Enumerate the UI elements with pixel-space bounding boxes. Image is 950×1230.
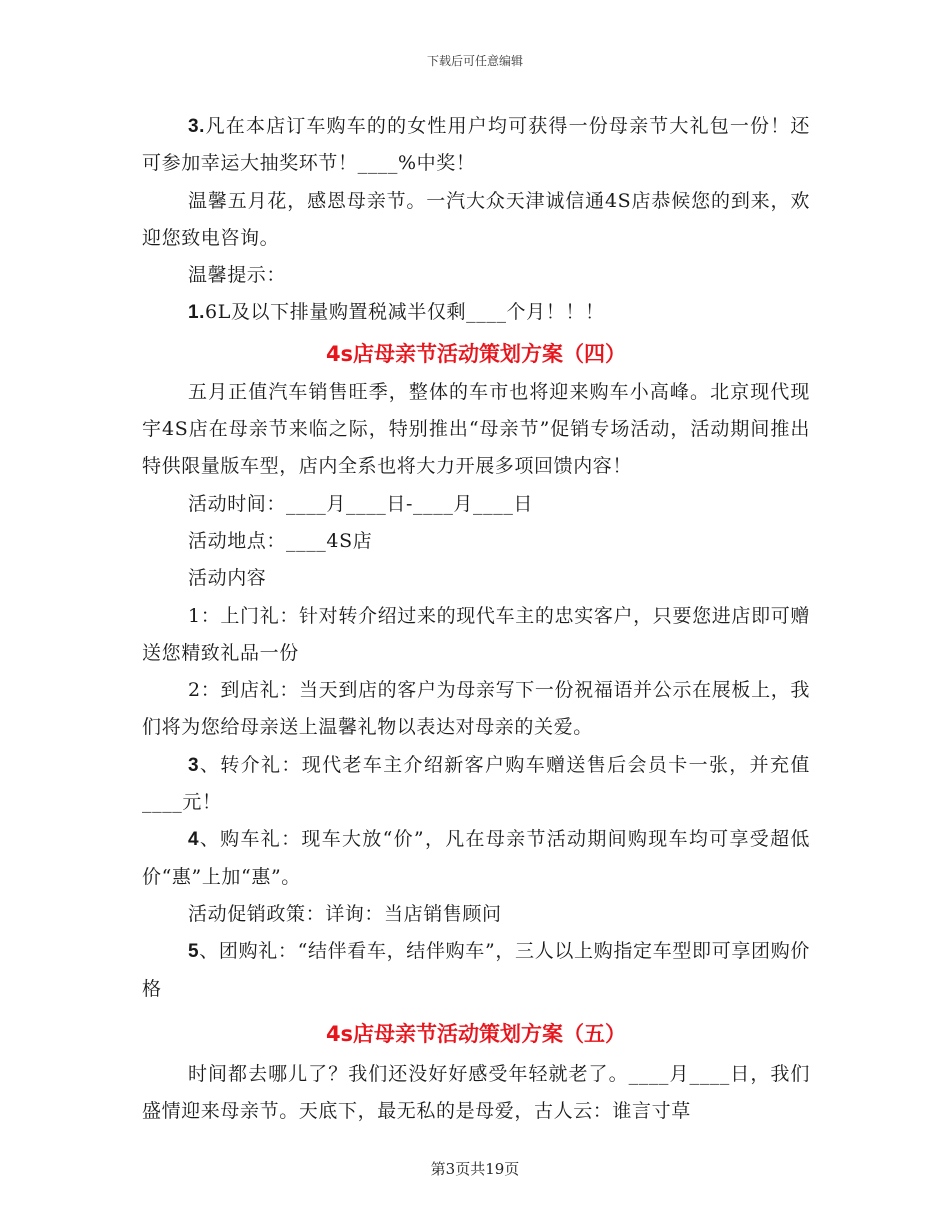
- paragraph: [142, 560, 810, 597]
- paragraph-text: 温馨提示：: [188, 264, 287, 287]
- paragraph-text: 、转介礼：现代老车主介绍新客户购车赠送售后会员卡一张，并充值____元！: [142, 753, 810, 814]
- paragraph-text: 、团购礼：“结伴看车，结伴购车”，三人以上购指定车型即可享团购价格: [142, 940, 810, 1000]
- paragraph: [142, 374, 810, 486]
- paragraph: [142, 821, 810, 896]
- paragraph-text: 2：到店礼：当天到店的客户为母亲写下一份祝福语并公示在展板上，我们将为您给母亲送上温馨礼物以表达对母亲的关爱。: [142, 679, 810, 739]
- paragraph: [142, 108, 810, 183]
- paragraph-text: 活动内容: [188, 567, 267, 590]
- paragraph-text: 时间都去哪儿了？我们还没好好感受年轻就老了。____月____日，我们盛情迎来母亲节。天底下，最无私的是母爱，古人云：谁言寸草: [142, 1062, 810, 1123]
- paragraph: [142, 896, 810, 933]
- page-header: 下载后可任意编辑: [426, 54, 523, 68]
- paragraph: [142, 747, 810, 822]
- paragraph-text: 、购车礼：现车大放“价”，凡在母亲节活动期间购现车均可享受超低价“惠”上加“惠”。: [142, 828, 810, 888]
- paragraph-text: 活动促销政策：详询：当店销售顾问: [188, 902, 502, 925]
- intro-block: [142, 108, 810, 332]
- paragraph-text: 五月正值汽车销售旺季，整体的车市也将迎来购车小高峰。北京现代现宇4S店在母亲节来临之际，特别推出“母亲节”促销专场活动，活动期间推出特供限量版车型，店内全系也将大力开展多项回馈内容！: [142, 380, 810, 478]
- page-footer: 第3页共19页: [430, 1160, 520, 1178]
- section-5-title: 4s店母亲节活动策划方案（五）: [325, 1021, 627, 1046]
- section-4-title: 4s店母亲节活动策划方案（四）: [325, 341, 627, 366]
- paragraph: [142, 257, 810, 294]
- list-number: 3.: [188, 116, 206, 137]
- list-number: 5: [188, 941, 200, 963]
- paragraph: [142, 183, 810, 258]
- paragraph: [142, 1056, 810, 1131]
- paragraph-text: 凡在本店订车购车的的女性用户均可获得一份母亲节大礼包一份！还可参加幸运大抽奖环节！____%中奖！: [142, 115, 810, 175]
- section-4-body: [142, 374, 810, 1008]
- paragraph-text: 1：上门礼：针对转介绍过来的现代车主的忠实客户，只要您进店即可赠送您精致礼品一份: [142, 604, 810, 664]
- paragraph: [142, 933, 810, 1008]
- document-body: [142, 108, 810, 1130]
- paragraph: [142, 672, 810, 747]
- paragraph: [142, 523, 810, 560]
- paragraph: [142, 486, 810, 523]
- paragraph-text: 活动地点：____4S店: [188, 529, 373, 552]
- list-number: 3: [188, 754, 200, 776]
- paragraph-text: 活动时间：____月____日-____月____日: [188, 492, 534, 515]
- list-number: 1.: [188, 302, 206, 324]
- paragraph: [142, 294, 810, 331]
- paragraph: [142, 598, 810, 673]
- paragraph-text: 温馨五月花，感恩母亲节。一汽大众天津诚信通4S店恭候您的到来，欢迎您致电咨询。: [142, 189, 810, 249]
- section-5-body: [142, 1056, 810, 1131]
- list-number: 4: [188, 829, 200, 851]
- paragraph-text: 6L及以下排量购置税减半仅剩____个月！！！: [205, 301, 605, 324]
